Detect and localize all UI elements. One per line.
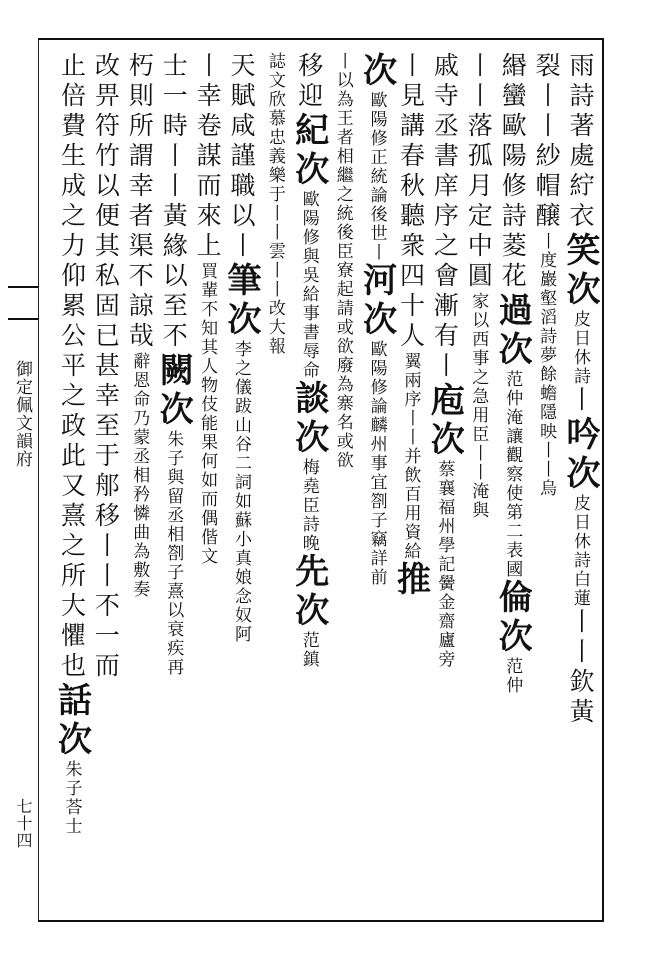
- entry-text: 士一時丨丨黃緣以至不: [159, 52, 189, 352]
- citation-text: 大報: [264, 318, 285, 356]
- citation-text: 誌文欣慕忠義樂于丨丨: [264, 52, 285, 242]
- entry-text: 雨詩著處紵衣: [566, 52, 595, 232]
- citation-text: 丨以為王者相繼之統: [332, 52, 353, 223]
- headword: 先次: [288, 553, 329, 631]
- citation-text: 雲丨丨改: [264, 242, 285, 318]
- citation-text: 淹與: [468, 482, 489, 520]
- headword: 吟次: [560, 416, 600, 494]
- citation-text: 歐陽修論麟州事宜劄子竊詳前: [366, 340, 387, 587]
- entry-text: 丨幸卷謀而來上: [193, 52, 223, 262]
- frame-right-border: [602, 38, 604, 922]
- entry-text: 丨見講春秋聽衆四十人: [396, 52, 426, 352]
- entry-text: 止倍費生成之力仰累公平之政此又熹之所大懼也: [57, 52, 87, 682]
- headword: 過次: [492, 292, 533, 370]
- headword: 河次: [356, 262, 397, 340]
- citation-text: 丨度巖壑: [536, 232, 557, 308]
- headword: 紀次: [288, 112, 329, 190]
- citation-text: 後臣寮起請或欲廢為寨名或欲: [332, 223, 353, 470]
- citation-text: 皮日休詩白蓮: [570, 494, 590, 608]
- fold-marker-line: [8, 286, 38, 288]
- headword: 闕次: [153, 352, 194, 430]
- citation-text: 歐陽修與吳給事書辱命: [298, 190, 319, 380]
- entry-text: 改畀符竹以便其私固已甚幸至于郍移丨丨不一而: [91, 52, 121, 682]
- citation-text: 李之儀跋山谷二詞如蘇小真娘念奴阿: [231, 340, 251, 644]
- citation-text: 滔詩夢餘蟾隱映丨丨烏: [536, 308, 557, 498]
- entry-text: 緡蠻歐陽修詩菱花: [498, 52, 528, 292]
- fold-title: 御定佩文韻府: [12, 360, 32, 468]
- headword: 次: [356, 52, 397, 91]
- headword: 笑次: [560, 232, 600, 310]
- citation-text: 歐陽修正統論後世丨: [366, 91, 387, 262]
- headword: 話次: [51, 682, 92, 760]
- entry-text: 朽則所謂幸者渠不諒哉: [125, 52, 155, 352]
- citation-text: 朱子與留丞相劄子熹以衰疾再: [163, 430, 184, 677]
- citation-text: 梅堯臣詩晚: [298, 458, 319, 553]
- citation-text: 朱子荅士: [61, 760, 82, 836]
- entry-text: 移迎: [294, 52, 324, 112]
- entry-text: 裂丨丨紗帽醸: [532, 52, 562, 232]
- headword: 筆次: [221, 262, 261, 340]
- entry-text: 戚寺丞書庠序之會漸有丨: [430, 52, 460, 382]
- citation-text: 翼兩序丨丨并飲百用資給: [400, 352, 421, 561]
- citation-text: 家以西事之急用臣丨丨: [468, 292, 489, 482]
- headword: 談次: [288, 380, 329, 458]
- entry-text: 丨: [566, 386, 595, 416]
- citation-text: 范仲淹讓觀察使第二表國: [502, 370, 523, 579]
- headword: 推: [390, 561, 431, 600]
- citation-text: 辭恩命乃蒙丞相矜憐曲為敷奏: [129, 352, 150, 599]
- text-column: [52, 52, 92, 914]
- headword: 倫次: [492, 579, 533, 657]
- citation-text: 皮日休詩: [570, 310, 590, 386]
- entry-text: 天賦咸謹職以丨: [227, 52, 256, 262]
- citation-text: 范仲: [502, 657, 523, 695]
- citation-text: 范鎮: [298, 631, 319, 669]
- fold-margin: [8, 40, 39, 920]
- fold-page-number: 七十四: [14, 798, 33, 849]
- entry-text: 丨丨落孤月定中圓: [464, 52, 494, 292]
- frame-bottom-border: [38, 920, 604, 922]
- fold-marker-line: [8, 318, 38, 320]
- citation-text: 買輩不知其人物伎能果何如而偶偕文: [197, 262, 218, 566]
- citation-text: 蔡襄福州學記黌金齋廬旁: [434, 460, 455, 669]
- frame-top-border: [38, 38, 604, 40]
- headword: 庖次: [424, 382, 465, 460]
- entry-text: 丨丨欽黃: [566, 608, 595, 728]
